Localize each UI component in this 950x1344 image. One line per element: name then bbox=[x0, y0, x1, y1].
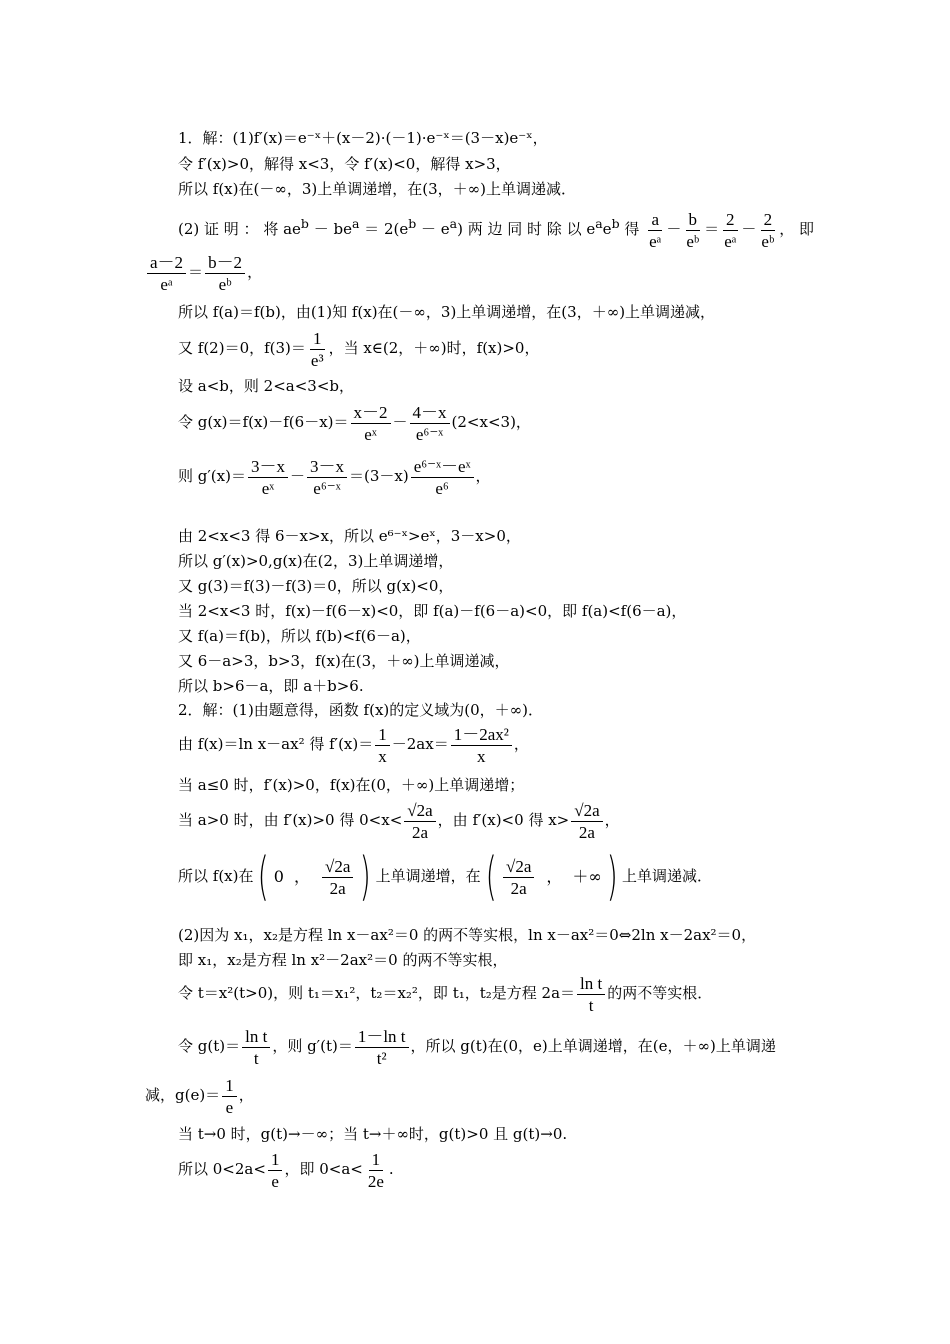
line-3: 所以 f(x)在(－∞，3)上单调递增，在(3，＋∞)上单调递减． bbox=[178, 180, 576, 198]
line-23: (2)因为 x₁，x₂是方程 ln x－ax²＝0 的两不等实根，ln x－ax²＝0⇔2ln x－2ax²＝0， bbox=[178, 926, 757, 944]
line-28: 当 t→0 时，g(t)→－∞；当 t→＋∞时，g(t)>0 且 g(t)→0. bbox=[178, 1125, 568, 1143]
line-15: 又 f(a)＝f(b)，所以 f(b)<f(6－a)， bbox=[178, 627, 421, 645]
fraction: $\frac{a-2}{\text{eᵃ}}$ bbox=[147, 252, 186, 295]
line-10: 则 g′(x)＝ $\frac{3-x}{\text{eˣ}}$ － $\frac{3-x}{\text{e⁶⁻ˣ}}$ ＝(3－x) $\frac{\text{e⁶⁻ˣ－eˣ}}{\text{e⁶}}$ ， bbox=[178, 456, 491, 498]
fraction: $\frac{3-x}{\text{e⁶⁻ˣ}}$ bbox=[307, 456, 347, 499]
line-14: 当 2<x<3 时，f(x)－f(6－x)<0，即 f(a)－f(6－a)<0，即 f(a)<f(6－a)， bbox=[178, 602, 687, 620]
fraction: $\frac{4-x}{\text{e⁶⁻ˣ}}$ bbox=[410, 402, 450, 445]
line-24: 即 x₁，x₂是方程 ln x²－2ax²＝0 的两不等实根， bbox=[178, 951, 508, 969]
fraction: $\frac{b}{\text{eᵇ}}$ bbox=[686, 209, 700, 251]
fraction: $\frac{\text{1－2ax²}}{x}$ bbox=[451, 724, 512, 767]
fraction: $\frac{1}{x}$ bbox=[375, 724, 390, 767]
fraction: $\frac{a}{\text{eᵃ}}$ bbox=[649, 209, 662, 251]
fraction: $\frac{\text{ln t}}{t}$ bbox=[242, 1026, 270, 1069]
line-17: 所以 b>6－a，即 a＋b>6. bbox=[178, 677, 364, 695]
line-1: 1．解：(1)f′(x)＝e⁻ˣ＋(x－2)·(－1)·e⁻ˣ＝(3－x)e⁻ˣ， bbox=[178, 129, 548, 147]
line-13: 又 g(3)＝f(3)－f(3)＝0，所以 g(x)<0， bbox=[178, 577, 454, 595]
line-22: 所以 f(x)在( 0 ， $\frac{√2a}{2a}$ ) 上单调递增，在( $\frac{√2a}{2a}$ ， ＋∞ ) 上单调递减． bbox=[178, 847, 713, 907]
fraction: $\frac{b-2}{\text{eᵇ}}$ bbox=[205, 252, 245, 295]
line-16: 又 6－a>3，b>3，f(x)在(3，＋∞)上单调递减， bbox=[178, 652, 510, 670]
line-12: 所以 g′(x)>0,g(x)在(2，3)上单调递增， bbox=[178, 552, 454, 570]
fraction: $\frac{\text{ln t}}{t}$ bbox=[577, 973, 605, 1016]
line-25: 令 t＝x²(t>0)，则 t₁＝x₁²，t₂＝x₂²，即 t₁，t₂是方程 2a＝ $\frac{\text{ln t}}{t}$ 的两不等实根． bbox=[178, 973, 713, 1015]
line-6: 所以 f(a)＝f(b)，由(1)知 f(x)在(－∞，3)上单调递增，在(3，＋∞)上单调递减， bbox=[178, 303, 716, 321]
line-18: 2．解：(1)由题意得，函数 f(x)的定义域为(0，＋∞)． bbox=[178, 701, 544, 719]
line-27: 减，g(e)＝ $\frac{1}{e}$ ， bbox=[145, 1075, 254, 1117]
line-2: 令 f′(x)>0，解得 x<3，令 f′(x)<0，解得 x>3， bbox=[178, 155, 511, 173]
line-21: 当 a>0 时，由 f′(x)>0 得 0<x< $\frac{√2a}{2a}$ ，由 f′(x)<0 得 x> $\frac{√2a}{2a}$ ， bbox=[178, 800, 620, 842]
line-7: 又 f(2)＝0，f(3)＝ $\frac{1}{\text{e³}}$ ，当 x∈(2，＋∞)时，f(x)>0， bbox=[178, 328, 540, 370]
fraction: $\frac{\text{1－ln t}}{\text{t²}}$ bbox=[355, 1026, 409, 1069]
line-5: $\frac{a-2}{\text{eᵃ}}$ ＝ $\frac{b-2}{\text{eᵇ}}$ ， bbox=[145, 250, 262, 295]
line-8: 设 a<b，则 2<a<3<b， bbox=[178, 377, 354, 395]
line-11: 由 2<x<3 得 6－x>x，所以 e⁶⁻ˣ>eˣ，3－x>0， bbox=[178, 527, 521, 545]
fraction: $\frac{1}{2e}$ bbox=[367, 1149, 384, 1191]
fraction: $\frac{2}{\text{eᵃ}}$ bbox=[724, 209, 737, 251]
fraction: $\frac{√2a}{2a}$ bbox=[503, 856, 534, 899]
line-29: 所以 0<2a< $\frac{1}{e}$ ，即 0<a< $\frac{1}{2e}$ . bbox=[178, 1149, 394, 1191]
line-20: 当 a≤0 时，f′(x)>0，f(x)在(0，＋∞)上单调递增； bbox=[178, 776, 525, 794]
fraction: $\frac{\text{e⁶⁻ˣ－eˣ}}{\text{e⁶}}$ bbox=[411, 456, 474, 499]
fraction: $\frac{1}{e}$ bbox=[268, 1149, 283, 1192]
fraction: $\frac{1}{e}$ bbox=[222, 1075, 237, 1118]
line-19: 由 f(x)＝ln x－ax² 得 f′(x)＝ $\frac{1}{x}$ －2ax＝ $\frac{\text{1－2ax²}}{x}$ ， bbox=[178, 724, 529, 766]
fraction: $\frac{x-2}{\text{eˣ}}$ bbox=[351, 402, 391, 445]
fraction: $\frac{√2a}{2a}$ bbox=[404, 800, 435, 843]
fraction: $\frac{1}{\text{e³}}$ bbox=[310, 328, 324, 370]
fraction: $\frac{√2a}{2a}$ bbox=[571, 800, 602, 843]
line-4: (2) 证 明 ： 将 $ae^b - be^a = 2(e^b - e^a)$ 两 边 同 时 除 以 $e^ae^b$ 得 $\frac{a}{\text{eᵃ}}$ － $\frac{b}{\text{eᵇ}}$ ＝ $\frac{2}{\text{eᵃ}}$ － $\frac{2}{\text{eᵇ}}$ ， 即 bbox=[178, 209, 814, 251]
line-26: 令 g(t)＝ $\frac{\text{ln t}}{t}$ ，则 g′(t)＝ $\frac{\text{1－ln t}}{\text{t²}}$ ，所以 g(t)在(0，e)上单调递增，在(e，＋∞)上单调递 bbox=[178, 1026, 776, 1068]
fraction: $\frac{2}{\text{eᵇ}}$ bbox=[761, 209, 775, 251]
fraction: $\frac{3-x}{\text{eˣ}}$ bbox=[248, 456, 288, 499]
fraction: $\frac{√2a}{2a}$ bbox=[322, 856, 353, 899]
line-9: 令 g(x)＝f(x)－f(6－x)＝ $\frac{x-2}{\text{eˣ}}$ － $\frac{4-x}{\text{e⁶⁻ˣ}}$ (2<x<3)， bbox=[178, 402, 531, 444]
